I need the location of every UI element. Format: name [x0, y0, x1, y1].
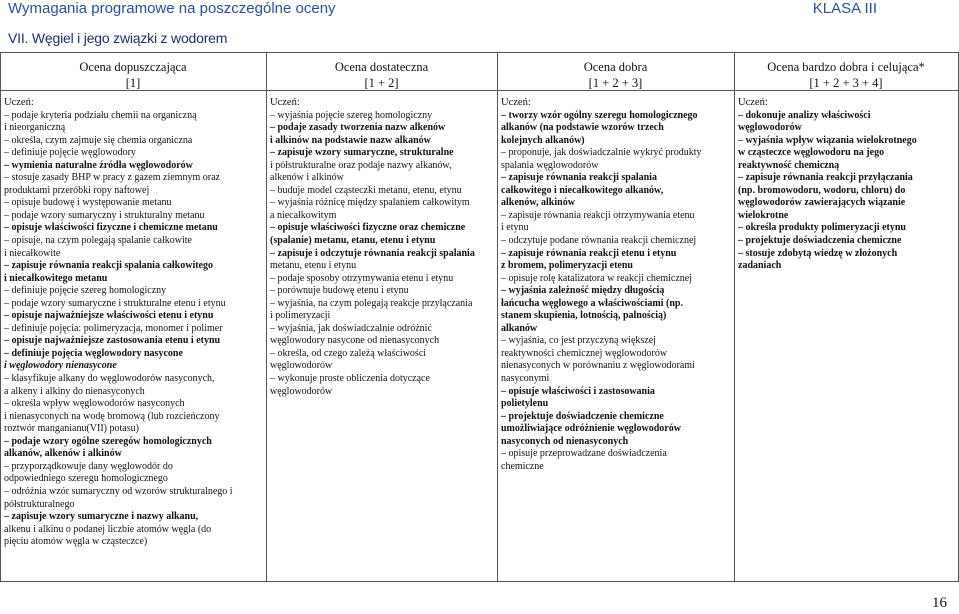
requirement-line: – zapisuje równania reakcji przyłączania: [738, 172, 913, 184]
requirement-line: i niecałkowitego metanu: [4, 272, 108, 284]
requirement-line: – zapisuje równania reakcji spalania: [501, 172, 657, 184]
column-header-name: Ocena dopuszczająca: [79, 60, 187, 74]
requirement-line: w cząsteczce węglowodoru na jego: [738, 147, 885, 159]
requirement-line: pięciu atomów węgla w cząsteczce): [4, 536, 148, 548]
requirement-line: węglowodorów: [270, 360, 333, 372]
requirement-line: roztwór manganianu(VII) potasu): [4, 423, 139, 435]
requirement-line: – wyjaśnia wpływ wiązania wielokrotnego: [738, 134, 917, 146]
requirement-line: zadaniach: [738, 260, 782, 272]
requirement-line: produktami przeróbki ropy naftowej: [4, 184, 150, 196]
requirements-cell-grade-3: [501, 97, 733, 473]
page-number: 16: [932, 595, 947, 611]
requirement-line: alkanów (na podstawie wzorów trzech: [501, 122, 664, 134]
requirement-line: reaktywność chemiczną: [738, 159, 840, 171]
requirement-line: i etynu: [501, 222, 529, 234]
requirements-table: [0, 52, 959, 582]
requirement-line: – projektuje doświadczenie chemiczne: [501, 410, 664, 422]
student-label: Uczeń:: [4, 97, 34, 108]
requirement-line: – zapisuje wzory sumaryczne i nazwy alkanu,: [4, 511, 199, 523]
requirement-line: kolejnych alkanów): [501, 134, 585, 146]
column-divider: [497, 52, 498, 582]
requirement-line: nasyconych od nienasyconych: [501, 435, 629, 447]
requirement-line: – określa wpływ węglowodorów nasyconych: [4, 398, 185, 410]
requirements-cell-grade-1: [4, 97, 266, 549]
requirements-cell-grade-4: [738, 97, 957, 273]
requirement-line: – tworzy wzór ogólny szeregu homologicznego: [501, 109, 698, 121]
requirement-line: – definiuje pojęcie szereg homologiczny: [4, 285, 167, 297]
document-title: Wymagania programowe na poszczególne oceny: [8, 0, 336, 17]
requirement-line: a alkeny i alkiny do nienasyconych: [4, 385, 145, 397]
table-border-top: [0, 52, 959, 53]
student-label: Uczeń:: [738, 97, 768, 108]
requirement-line: i półstrukturalne oraz podaje nazwy alkanów,: [270, 159, 452, 171]
column-header-grade: [1 + 2 + 3 + 4]: [809, 76, 883, 90]
requirement-line: – buduje model cząsteczki metanu, etenu, etynu: [270, 184, 462, 196]
requirement-line: spalania węglowodorów: [501, 159, 599, 171]
requirement-line: – wyjaśnia, na czym polegają reakcje przyłączania: [270, 297, 473, 309]
requirement-line: – zapisuje równania reakcji spalania całkowitego: [4, 260, 213, 272]
column-header-name: Ocena dostateczna: [334, 60, 429, 74]
column-header-grade-3: [497, 59, 734, 91]
requirement-line: – zapisuje wzory sumaryczne, strukturalne: [270, 147, 454, 159]
column-header-grade-2: [266, 59, 497, 91]
column-header-grade-1: [0, 59, 266, 91]
requirement-line: i alkinów na podstawie nazw alkanów: [270, 134, 431, 146]
requirement-line: chemiczne: [501, 460, 544, 472]
column-divider: [266, 52, 267, 582]
requirement-line: – projektuje doświadczenia chemiczne: [738, 235, 902, 247]
requirement-line: – definiuje pojęcia: polimeryzacja, monomer i polimer: [4, 322, 223, 334]
requirement-line: nienasyconych w porównaniu z węglowodorami: [501, 360, 695, 372]
requirement-line: – opisuje budowę i występowanie metanu: [4, 197, 172, 209]
student-label: Uczeń:: [501, 97, 531, 108]
requirement-line: a niecałkowitym: [270, 209, 337, 221]
table-border-bottom: [0, 581, 959, 582]
requirement-line: i nienasyconych na wodę bromową (lub rozcieńczony: [4, 410, 220, 422]
student-label: Uczeń:: [270, 97, 300, 108]
requirement-line: – wyjaśnia, co jest przyczyną większej: [501, 335, 656, 347]
requirement-line: odpowiedniego szeregu homologicznego: [4, 473, 168, 485]
requirement-line: wielokrotne: [738, 209, 789, 221]
class-label: KLASA III: [812, 0, 877, 17]
requirement-line: – porównuje budowę etenu i etynu: [270, 285, 409, 297]
requirement-line: umożliwiające odróżnienie węglowodorów: [501, 423, 681, 435]
requirement-line: alkanów: [501, 322, 538, 334]
column-divider: [0, 52, 1, 582]
requirement-line: półstrukturalnego: [4, 498, 75, 510]
requirement-line: – wyjaśnia, jak doświadczalnie odróżnić: [270, 322, 432, 334]
requirement-line: – wymienia naturalne źródła węglowodorów: [4, 159, 193, 171]
requirement-line: – wykonuje proste obliczenia dotyczące: [270, 373, 430, 385]
requirement-line: i węglowodory nienasycone: [4, 360, 117, 372]
requirements-cell-grade-2: [270, 97, 496, 398]
requirement-line: – podaje wzory sumaryczny i strukturalny metanu: [4, 209, 205, 221]
requirement-line: alkenów, alkinów: [501, 197, 575, 209]
requirement-line: – odczytuje podane równania reakcji chemicznej: [501, 235, 697, 247]
requirement-line: – definiuje pojęcia węglowodory nasycone: [4, 347, 183, 359]
column-header-name: Ocena dobra: [583, 60, 648, 74]
requirement-line: – zapisuje równania reakcji otrzymywania etenu: [501, 209, 695, 221]
requirement-line: – dokonuje analizy właściwości: [738, 109, 871, 121]
column-header-grade-4: [734, 59, 958, 91]
requirement-line: – odróżnia wzór sumaryczny od wzorów strukturalnego i: [4, 485, 233, 497]
requirement-line: – klasyfikuje alkany do węglowodorów nasyconych,: [4, 373, 215, 385]
requirement-line: – zapisuje równania reakcji etenu i etynu: [501, 247, 677, 259]
requirement-line: – stosuje zdobytą wiedzę w złożonych: [738, 247, 898, 259]
requirement-line: – określa produkty polimeryzacji etynu: [738, 222, 906, 234]
column-divider: [734, 52, 735, 582]
requirement-line: – definiuje pojęcie węglowodory: [4, 147, 136, 159]
requirement-line: – podaje kryteria podziału chemii na organiczną: [4, 109, 197, 121]
column-header-grade: [1 + 2 + 3]: [588, 76, 643, 90]
requirement-line: węglowodorów: [738, 122, 802, 134]
requirement-line: – opisuje najważniejsze zastosowania etenu i etynu: [4, 335, 221, 347]
column-header-grade: [1 + 2]: [364, 76, 399, 90]
requirement-line: – podaje zasady tworzenia nazw alkenów: [270, 122, 446, 134]
requirement-line: łańcucha węglowego a właściwościami (np.: [501, 297, 683, 309]
page-header: [0, 0, 959, 20]
requirement-line: węglowodory nasycone od nienasyconych: [270, 335, 440, 347]
requirement-line: – opisuje, na czym polegają spalanie całkowite: [4, 235, 192, 247]
requirement-line: – podaje wzory ogólne szeregów homologicznych: [4, 435, 212, 447]
requirement-line: alkanów, alkenów i alkinów: [4, 448, 122, 460]
requirement-line: stanem skupienia, lotnością, palnością): [501, 310, 667, 322]
requirement-line: węglowodorów zawierających wiązanie: [738, 197, 906, 209]
requirement-line: – wyjaśnia zależność między długością: [501, 285, 665, 297]
requirement-line: węglowodorów: [270, 385, 333, 397]
requirement-line: nasyconymi: [501, 373, 550, 385]
requirement-line: z bromem, polimeryzacji etenu: [501, 260, 633, 272]
requirement-line: – opisuje właściwości i zastosowania: [501, 385, 655, 397]
requirement-line: – opisuje właściwości fizyczne i chemiczne metanu: [4, 222, 218, 234]
requirement-line: – opisuje rolę katalizatora w reakcji chemicznej: [501, 272, 693, 284]
requirement-line: – opisuje najważniejsze właściwości etenu i etynu: [4, 310, 214, 322]
column-header-name: Ocena bardzo dobra i celująca*: [767, 60, 925, 74]
requirement-line: – zapisuje i odczytuje równania reakcji spalania: [270, 247, 475, 259]
requirement-line: i polimeryzacji: [270, 310, 331, 322]
requirement-line: – podaje sposoby otrzymywania etenu i etynu: [270, 272, 454, 284]
requirement-line: (np. bromowodoru, wodoru, chloru) do: [738, 184, 906, 196]
requirement-line: i niecałkowite: [4, 247, 61, 259]
requirement-line: – określa, od czego zależą właściwości: [270, 347, 427, 359]
requirement-line: (spalanie) metanu, etanu, etenu i etynu: [270, 235, 436, 247]
requirement-line: – stosuje zasady BHP w pracy z gazem ziemnym oraz: [4, 172, 220, 184]
column-header-grade: [1]: [125, 76, 141, 90]
requirement-line: polietylenu: [501, 398, 549, 410]
requirement-line: i nieorganiczną: [4, 122, 66, 134]
requirement-line: – wyjaśnia pojęcie szereg homologiczny: [270, 109, 433, 121]
requirement-line: – opisuje właściwości fizyczne oraz chemiczne: [270, 222, 466, 234]
requirement-line: – określa, czym zajmuje się chemia organiczna: [4, 134, 193, 146]
requirement-line: całkowitego i niecałkowitego alkanów,: [501, 184, 664, 196]
requirement-line: metanu, etenu i etynu: [270, 260, 357, 272]
requirement-line: – wyjaśnia różnicę między spalaniem całkowitym: [270, 197, 470, 209]
requirement-line: – przyporządkowuje dany węglowodór do: [4, 460, 173, 472]
requirement-line: – proponuje, jak doświadczalnie wykryć produkty: [501, 147, 702, 159]
requirement-line: – podaje wzory sumaryczne i strukturalne etenu i etynu: [4, 297, 226, 309]
requirement-line: reaktywności chemicznej węglowodorów: [501, 347, 668, 359]
requirement-line: alkenu i alkinu o podanej liczbie atomów węgla (do: [4, 523, 212, 535]
requirement-line: alkenów i alkinów: [270, 172, 344, 184]
section-title: VII. Węgiel i jego związki z wodorem: [8, 30, 228, 46]
requirement-line: – opisuje przeprowadzane doświadczenia: [501, 448, 667, 460]
